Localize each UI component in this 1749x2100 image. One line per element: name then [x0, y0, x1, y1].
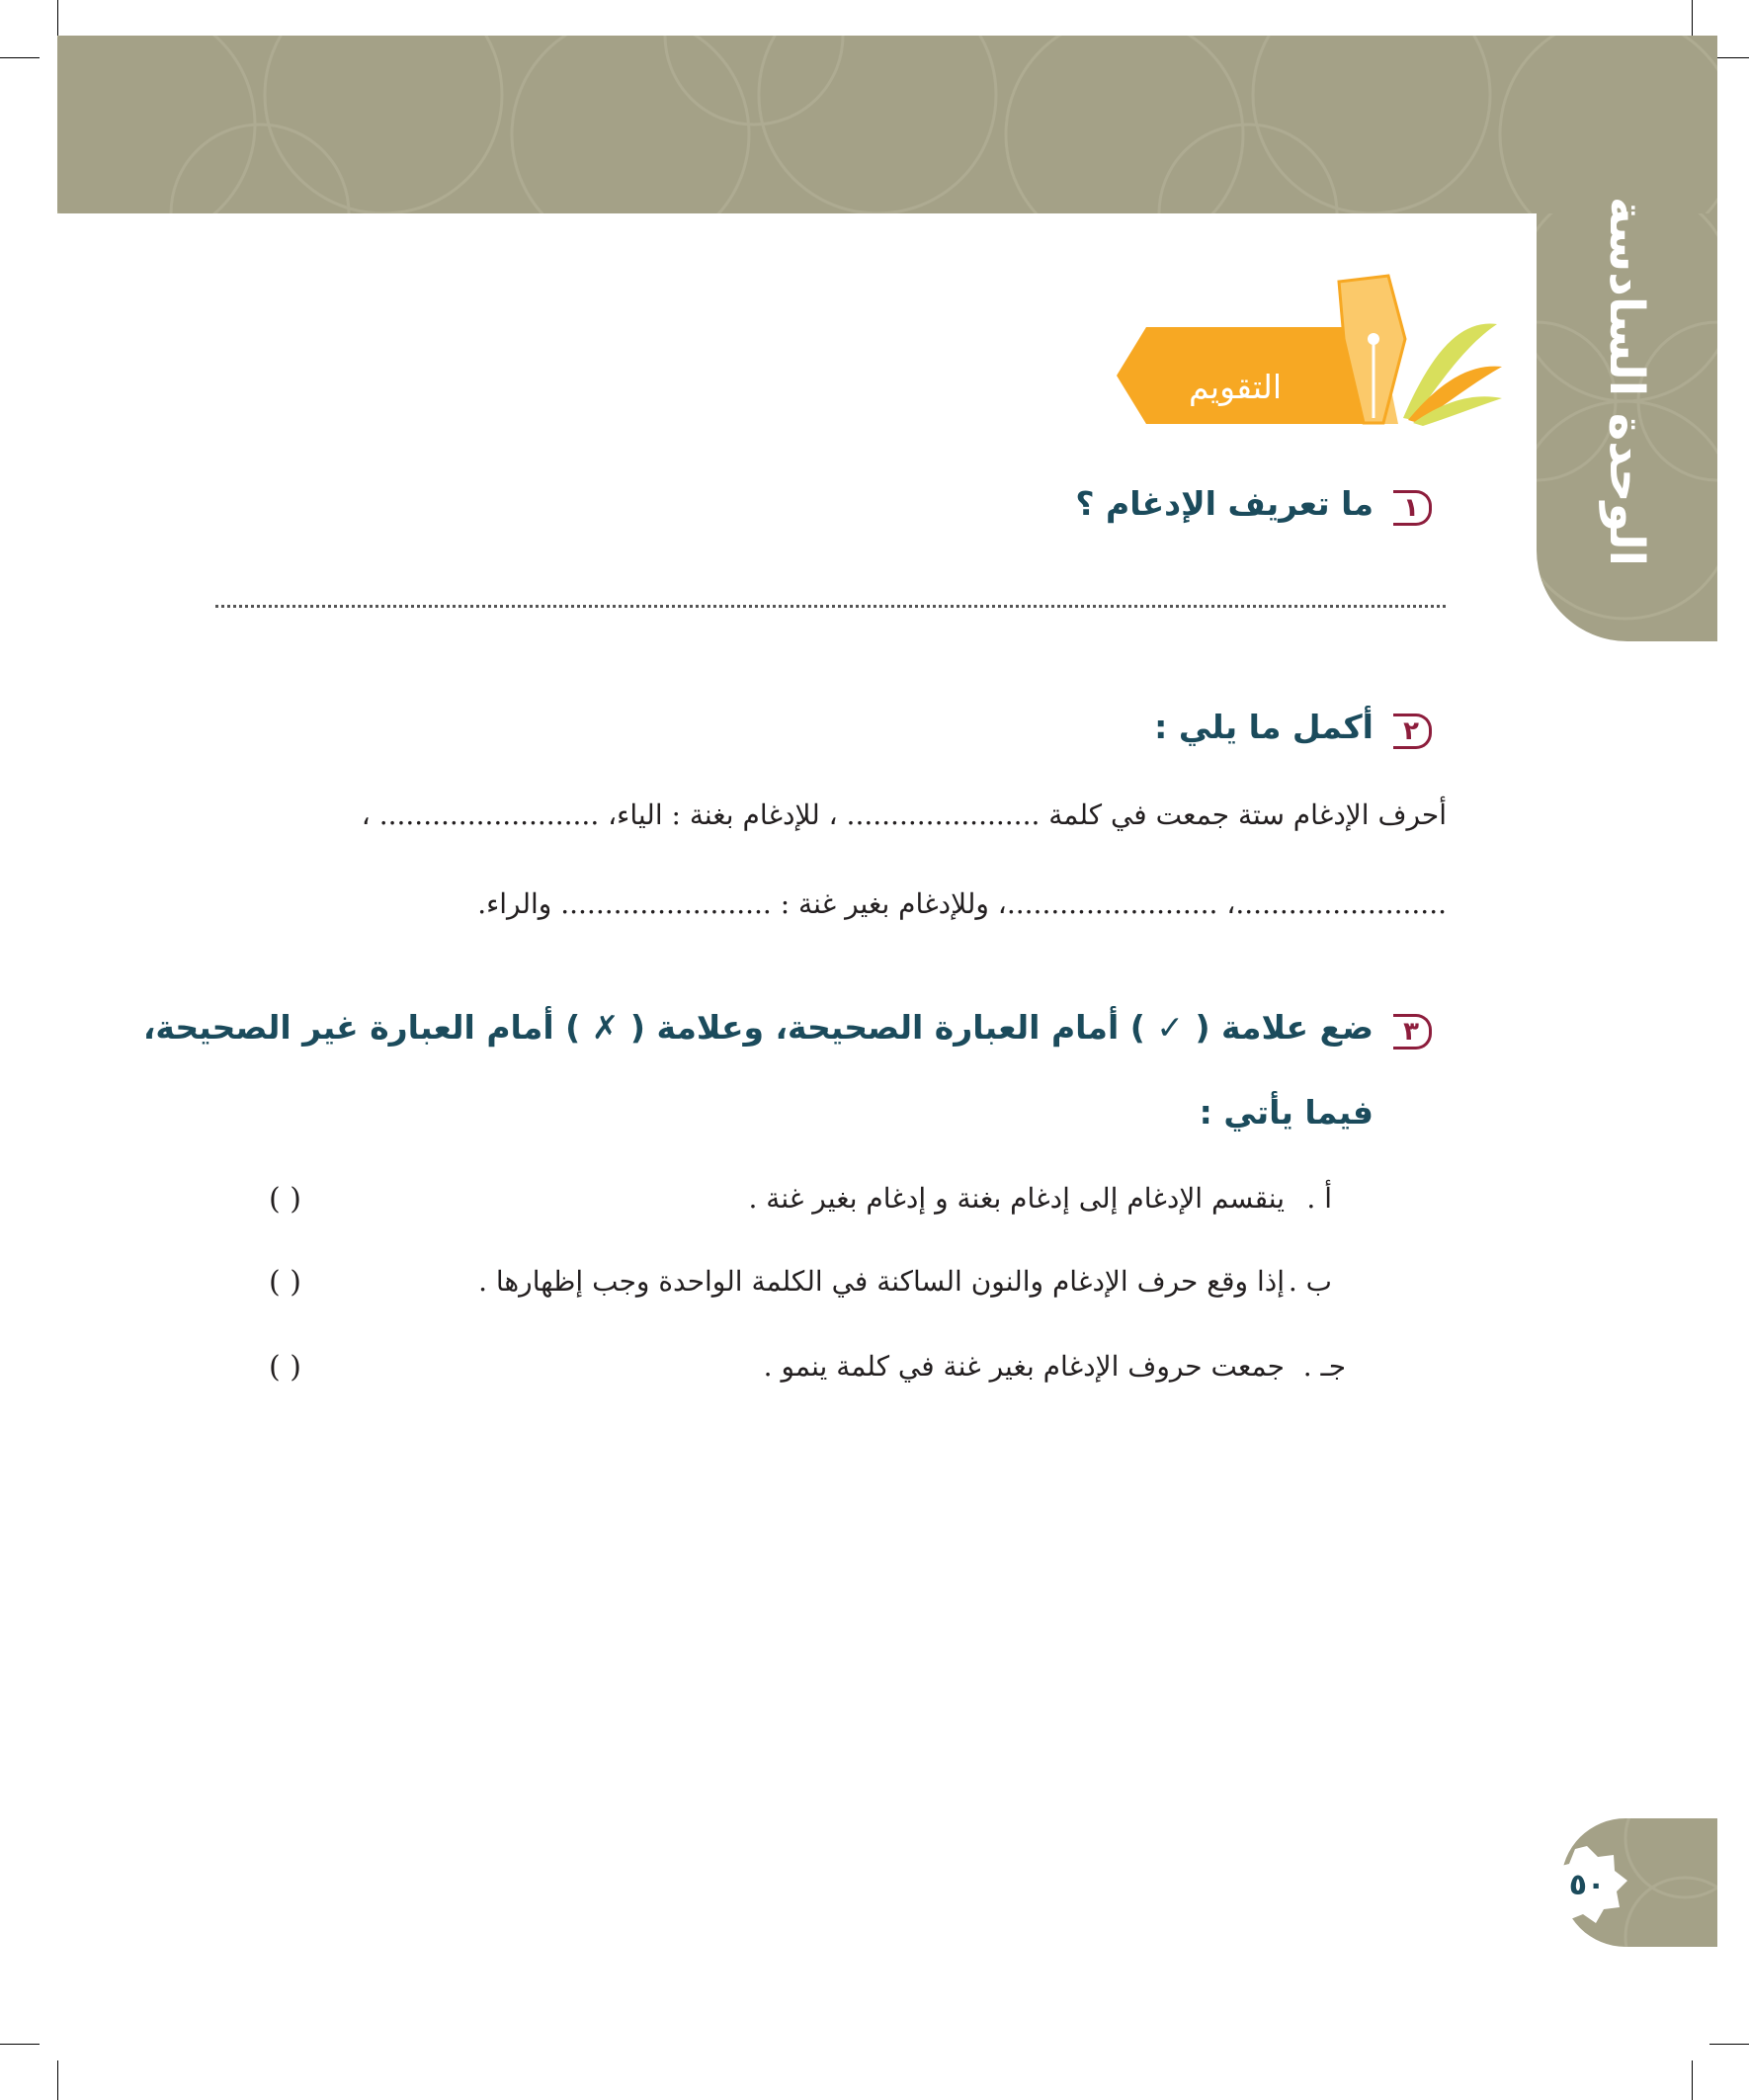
arabesque-pattern [57, 36, 1717, 213]
crop-mark [1709, 2044, 1749, 2045]
question-1-text: ما تعريف الإدغام ؟ [1075, 484, 1374, 523]
crop-mark [1692, 0, 1693, 40]
item-text-a: ينقسم الإدغام إلى إدغام بغنة و إدغام بغير غنة . [748, 1182, 1285, 1215]
fill-in-line-1: أحرف الإدغام ستة جمعت في كلمة ...................... ، للإدغام بغنة : الياء، ......................... ، [361, 798, 1447, 831]
crop-mark [57, 2060, 58, 2100]
question-number-2: ٢ [1393, 714, 1432, 749]
answer-parentheses[interactable]: ( ) [269, 1182, 301, 1217]
answer-parentheses[interactable]: ( ) [269, 1350, 301, 1385]
fill-in-line-2: ........................، ........................، وللإدغام بغير غنة : ........................ والراء. [477, 887, 1447, 920]
answer-dotted-line[interactable] [215, 605, 1446, 608]
crop-mark [0, 2044, 40, 2045]
answer-parentheses[interactable]: ( ) [269, 1265, 301, 1300]
item-text-c: جمعت حروف الإدغام بغير غنة في كلمة ينمو . [763, 1350, 1285, 1383]
page-number: ٥٠ [1568, 1868, 1606, 1902]
item-letter-a: أ . [1306, 1182, 1332, 1215]
crop-mark [0, 57, 40, 58]
item-letter-b: ب . [1288, 1265, 1332, 1298]
item-letter-c: جـ . [1302, 1350, 1346, 1383]
unit-title [1537, 196, 1717, 567]
question-3-text-line-2: فيما يأتي : [1199, 1093, 1374, 1132]
header-band [57, 36, 1717, 213]
crop-mark [1692, 2060, 1693, 2100]
section-label: التقويم [1188, 368, 1283, 406]
question-number-3: ٣ [1393, 1014, 1432, 1050]
pen-nib-icon [1339, 276, 1502, 426]
item-text-b: إذا وقع حرف الإدغام والنون الساكنة في الكلمة الواحدة وجب إظهارها . [478, 1265, 1285, 1298]
question-number-1: ١ [1393, 490, 1432, 526]
unit-title-text: الوحدة السادسة [1599, 196, 1655, 567]
question-2-text: أكمل ما يلي : [1154, 708, 1374, 746]
crop-mark [57, 0, 58, 40]
question-3-text-line-1: ضع علامة ( ✓ ) أمام العبارة الصحيحة، وعلامة ( ✗ ) أمام العبارة غير الصحيحة، [142, 1008, 1374, 1047]
